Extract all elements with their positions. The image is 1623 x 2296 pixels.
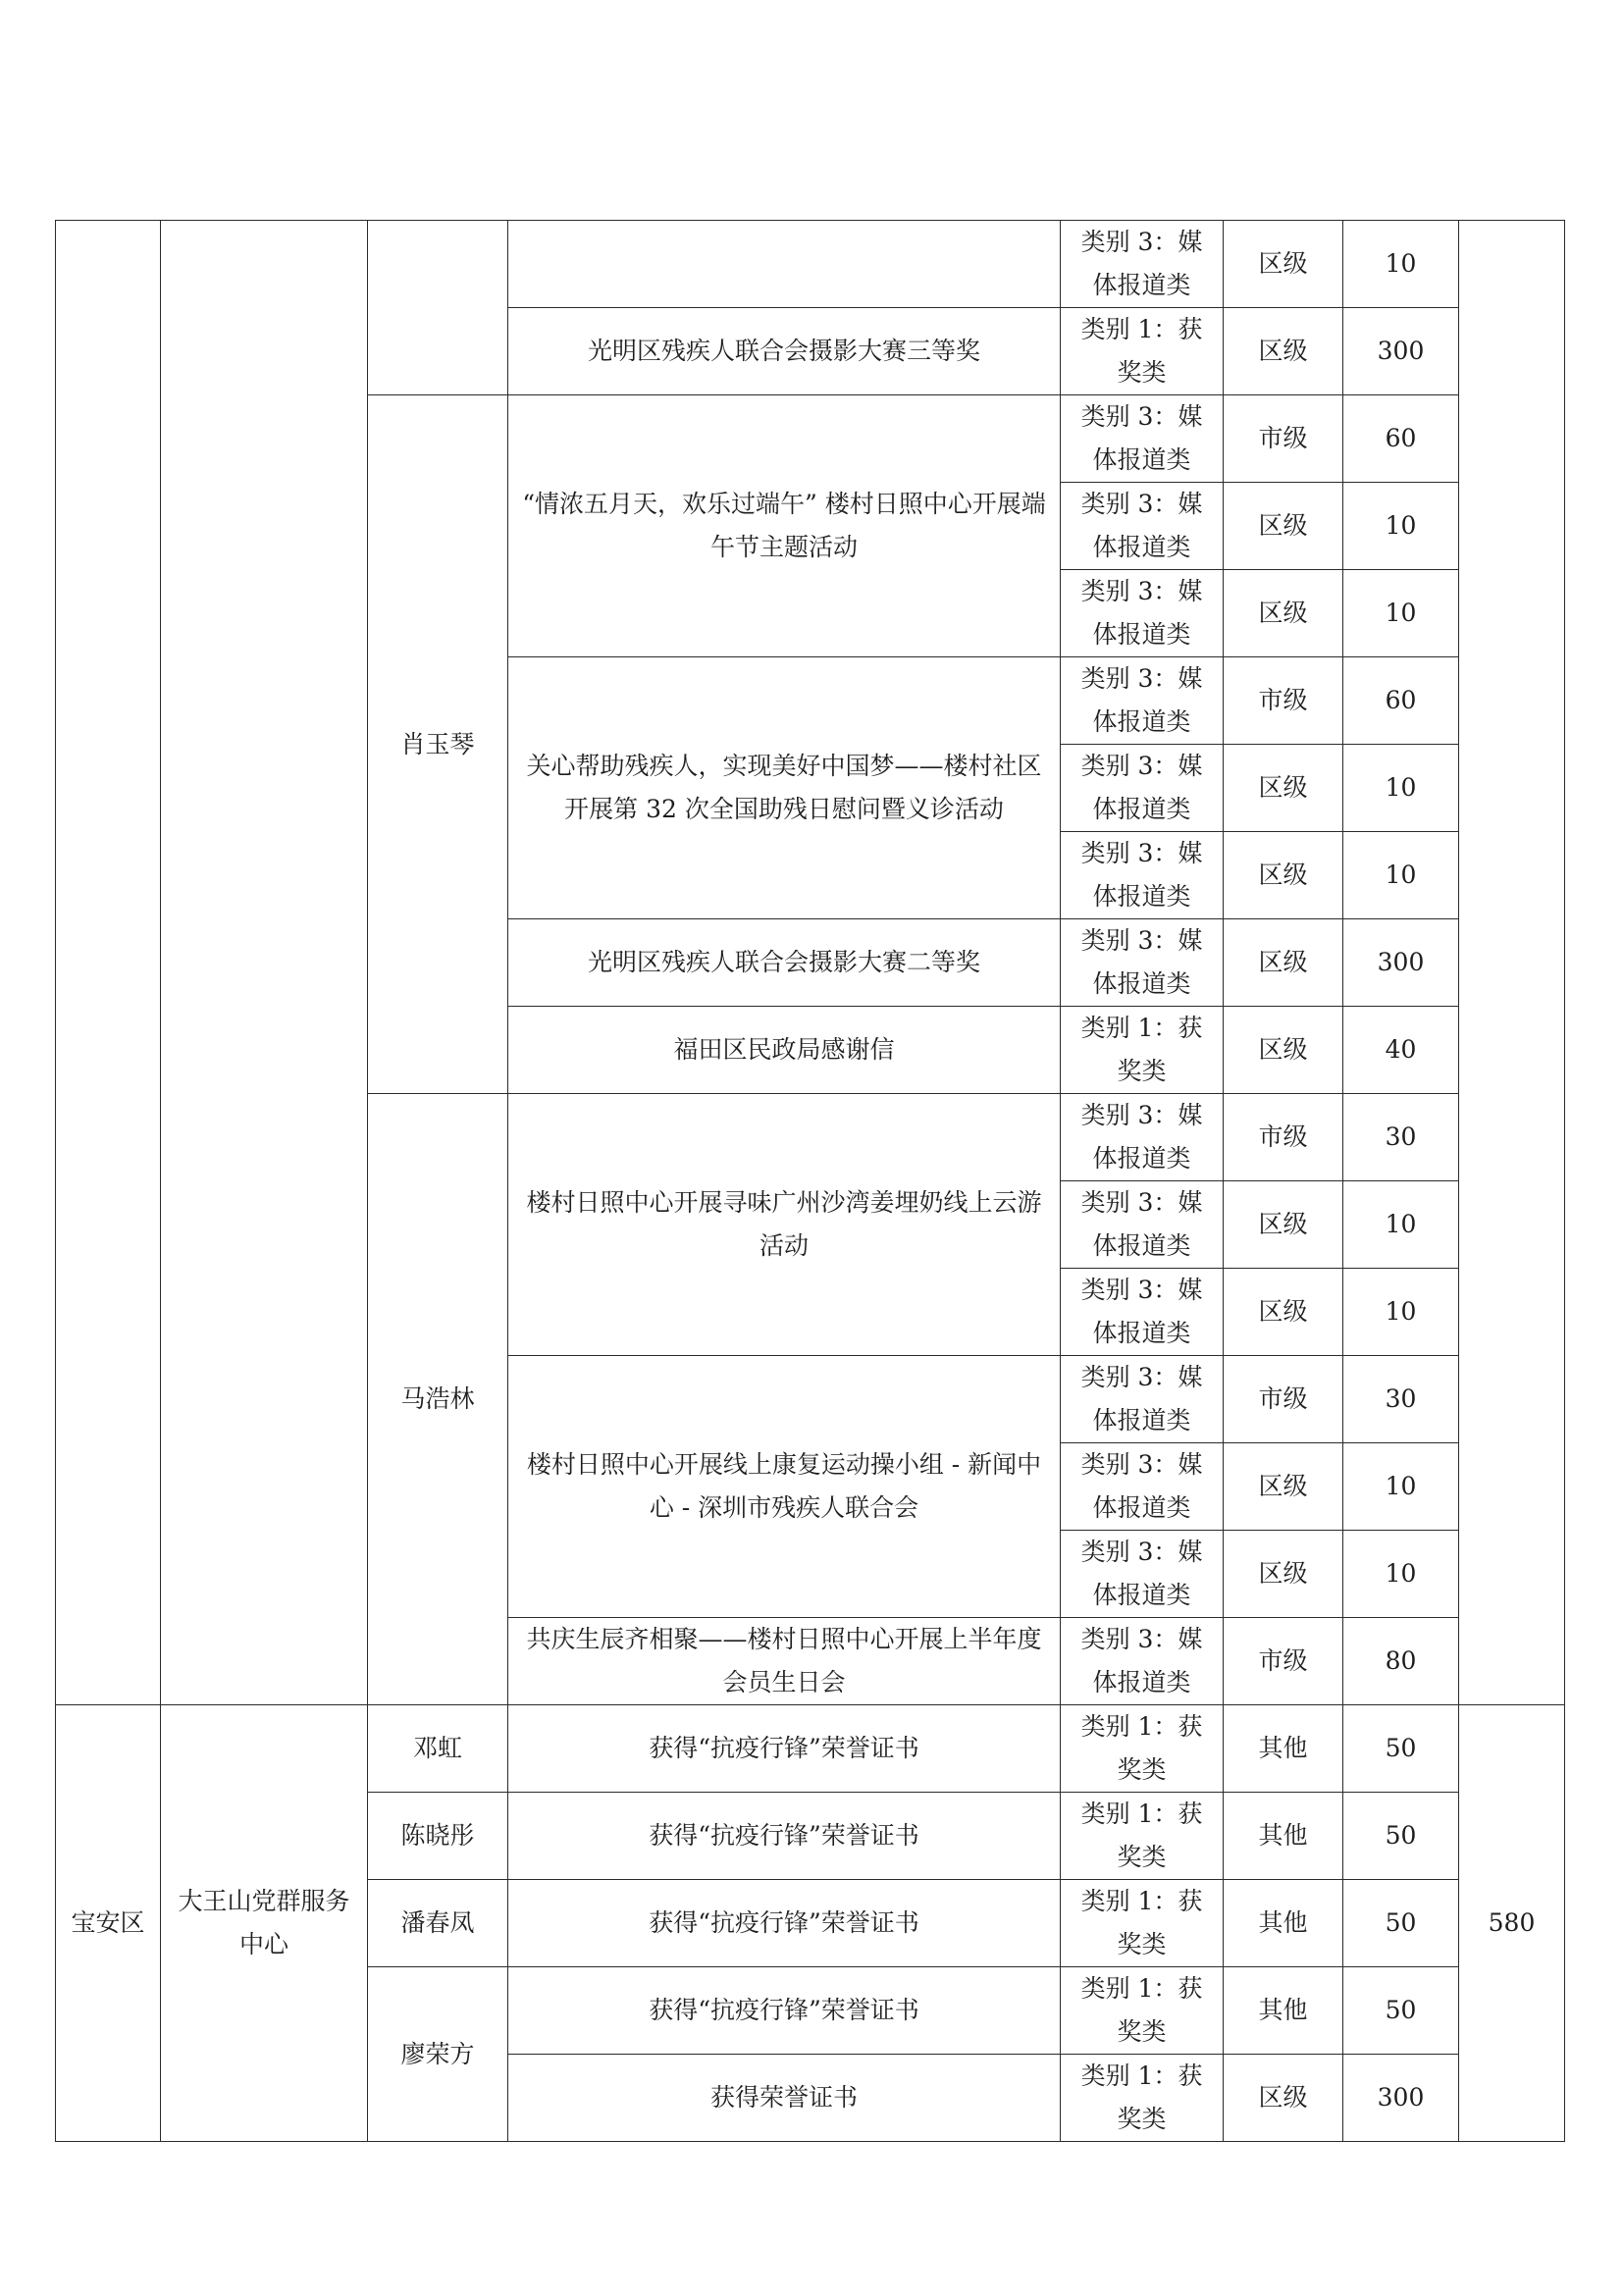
table-row (56, 221, 1565, 308)
awards-table (55, 220, 1565, 2142)
score-cell: 60 (1343, 657, 1459, 745)
level-cell: 区级 (1224, 745, 1343, 832)
level-cell: 区级 (1224, 1531, 1343, 1618)
score-cell: 50 (1343, 1705, 1459, 1793)
score-cell: 10 (1343, 1443, 1459, 1531)
category-cell: 类别 3：媒体报道类 (1061, 1531, 1224, 1618)
category-cell: 类别 1：获奖类 (1061, 2055, 1224, 2142)
score-cell: 50 (1343, 1967, 1459, 2055)
level-cell: 区级 (1224, 483, 1343, 570)
level-cell: 其他 (1224, 1705, 1343, 1793)
total-cell: 580 (1459, 1705, 1565, 2142)
category-cell: 类别 3：媒体报道类 (1061, 1618, 1224, 1705)
category-cell: 类别 3：媒体报道类 (1061, 832, 1224, 919)
level-cell: 市级 (1224, 395, 1343, 483)
level-cell: 区级 (1224, 1443, 1343, 1531)
total-cell (1459, 221, 1565, 1705)
category-cell: 类别 1：获奖类 (1061, 1880, 1224, 1967)
activity-cell: 获得“抗疫行锋”荣誉证书 (508, 1705, 1061, 1793)
level-cell: 区级 (1224, 308, 1343, 395)
score-cell: 10 (1343, 483, 1459, 570)
category-cell: 类别 3：媒体报道类 (1061, 570, 1224, 657)
activity-cell (508, 221, 1061, 308)
score-cell: 50 (1343, 1880, 1459, 1967)
score-cell: 10 (1343, 1531, 1459, 1618)
score-cell: 10 (1343, 1181, 1459, 1269)
person-cell: 肖玉琴 (368, 395, 508, 1094)
level-cell: 市级 (1224, 1618, 1343, 1705)
activity-cell: 获得“抗疫行锋”荣誉证书 (508, 1793, 1061, 1880)
score-cell: 50 (1343, 1793, 1459, 1880)
activity-cell: 楼村日照中心开展线上康复运动操小组 - 新闻中心 - 深圳市残疾人联合会 (508, 1356, 1061, 1618)
score-cell: 30 (1343, 1356, 1459, 1443)
level-cell: 区级 (1224, 2055, 1343, 2142)
person-cell: 潘春凤 (368, 1880, 508, 1967)
score-cell: 300 (1343, 2055, 1459, 2142)
district-cell (56, 221, 161, 1705)
person-cell: 廖荣方 (368, 1967, 508, 2142)
level-cell: 其他 (1224, 1880, 1343, 1967)
person-cell (368, 221, 508, 395)
score-cell: 60 (1343, 395, 1459, 483)
category-cell: 类别 3：媒体报道类 (1061, 745, 1224, 832)
score-cell: 30 (1343, 1094, 1459, 1181)
category-cell: 类别 3：媒体报道类 (1061, 919, 1224, 1007)
score-cell: 40 (1343, 1007, 1459, 1094)
category-cell: 类别 1：获奖类 (1061, 1007, 1224, 1094)
score-cell: 10 (1343, 221, 1459, 308)
category-cell: 类别 1：获奖类 (1061, 1967, 1224, 2055)
level-cell: 区级 (1224, 832, 1343, 919)
activity-cell: 获得“抗疫行锋”荣誉证书 (508, 1880, 1061, 1967)
level-cell: 区级 (1224, 1007, 1343, 1094)
activity-cell: 获得“抗疫行锋”荣誉证书 (508, 1967, 1061, 2055)
person-cell: 陈晓彤 (368, 1793, 508, 1880)
person-cell: 邓虹 (368, 1705, 508, 1793)
category-cell: 类别 3：媒体报道类 (1061, 1356, 1224, 1443)
level-cell: 区级 (1224, 1269, 1343, 1356)
score-cell: 10 (1343, 832, 1459, 919)
score-cell: 80 (1343, 1618, 1459, 1705)
activity-cell: 光明区残疾人联合会摄影大赛三等奖 (508, 308, 1061, 395)
activity-cell: 获得荣誉证书 (508, 2055, 1061, 2142)
activity-cell: “情浓五月天，欢乐过端午” 楼村日照中心开展端午节主题活动 (508, 395, 1061, 657)
activity-cell: 楼村日照中心开展寻味广州沙湾姜埋奶线上云游活动 (508, 1094, 1061, 1356)
level-cell: 区级 (1224, 570, 1343, 657)
score-cell: 10 (1343, 1269, 1459, 1356)
category-cell: 类别 3：媒体报道类 (1061, 483, 1224, 570)
activity-cell: 关心帮助残疾人，实现美好中国梦——楼村社区开展第 32 次全国助残日慰问暨义诊活动 (508, 657, 1061, 919)
level-cell: 区级 (1224, 919, 1343, 1007)
score-cell: 10 (1343, 570, 1459, 657)
level-cell: 区级 (1224, 221, 1343, 308)
score-cell: 300 (1343, 308, 1459, 395)
level-cell: 市级 (1224, 1356, 1343, 1443)
category-cell: 类别 3：媒体报道类 (1061, 1181, 1224, 1269)
level-cell: 其他 (1224, 1793, 1343, 1880)
level-cell: 其他 (1224, 1967, 1343, 2055)
person-cell: 马浩林 (368, 1094, 508, 1705)
score-cell: 300 (1343, 919, 1459, 1007)
activity-cell: 共庆生辰齐相聚——楼村日照中心开展上半年度会员生日会 (508, 1618, 1061, 1705)
level-cell: 市级 (1224, 657, 1343, 745)
table-row (56, 1705, 1565, 1793)
category-cell: 类别 3：媒体报道类 (1061, 1094, 1224, 1181)
score-cell: 10 (1343, 745, 1459, 832)
category-cell: 类别 1：获奖类 (1061, 1705, 1224, 1793)
category-cell: 类别 1：获奖类 (1061, 1793, 1224, 1880)
category-cell: 类别 3：媒体报道类 (1061, 221, 1224, 308)
org-cell: 大王山党群服务中心 (161, 1705, 368, 2142)
district-cell: 宝安区 (56, 1705, 161, 2142)
category-cell: 类别 3：媒体报道类 (1061, 395, 1224, 483)
category-cell: 类别 3：媒体报道类 (1061, 657, 1224, 745)
activity-cell: 福田区民政局感谢信 (508, 1007, 1061, 1094)
level-cell: 区级 (1224, 1181, 1343, 1269)
category-cell: 类别 1：获奖类 (1061, 308, 1224, 395)
org-cell (161, 221, 368, 1705)
category-cell: 类别 3：媒体报道类 (1061, 1443, 1224, 1531)
level-cell: 市级 (1224, 1094, 1343, 1181)
activity-cell: 光明区残疾人联合会摄影大赛二等奖 (508, 919, 1061, 1007)
category-cell: 类别 3：媒体报道类 (1061, 1269, 1224, 1356)
